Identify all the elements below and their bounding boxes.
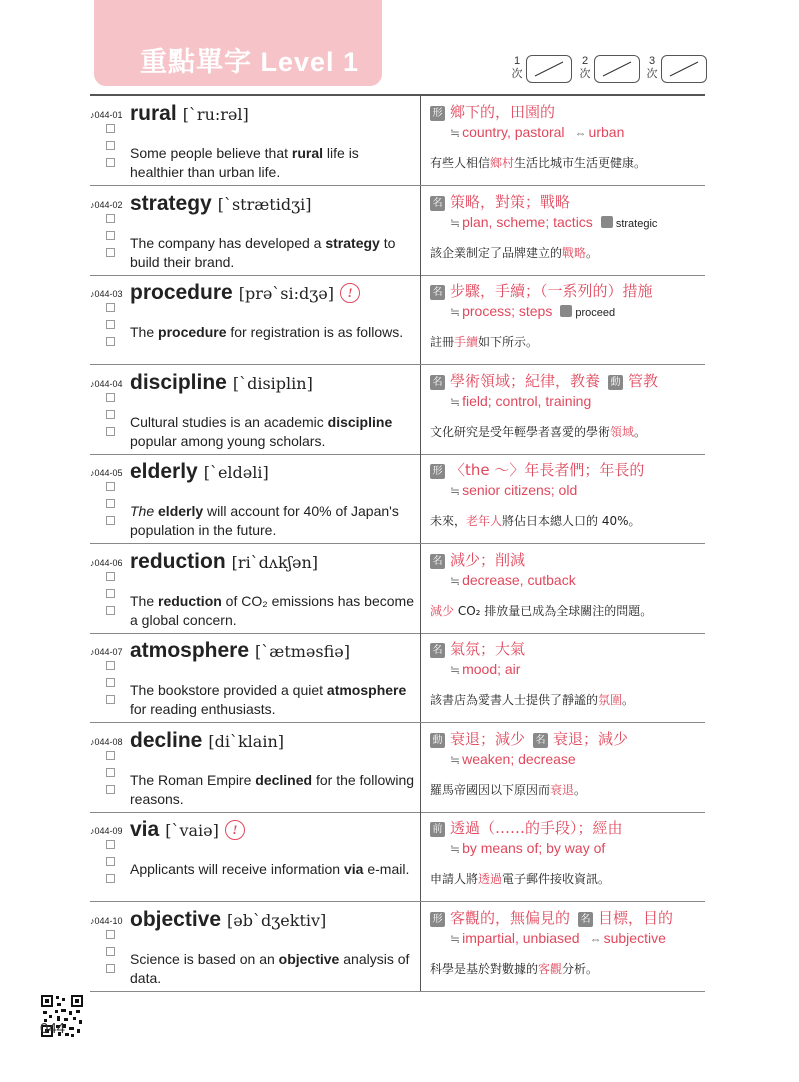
column-divider [420,275,421,365]
translation-part: 文化研究是受年輕學者喜愛的學術 [430,424,611,439]
translation-highlight: 透過 [478,872,503,886]
headword-line [130,639,350,663]
synonyms: process; steps [462,303,553,319]
column-divider [420,902,421,992]
checkbox[interactable] [106,393,115,402]
checkbox[interactable] [106,214,115,223]
example-keyword: strategy [325,234,380,251]
checkbox[interactable] [106,606,115,615]
checkbox[interactable] [106,874,115,883]
phonetic: [ˋru:rəl] [182,105,249,124]
review-count-label: 1 次 [511,55,523,80]
example-part: e-mail. [363,861,410,877]
definition-line [430,729,705,749]
antonym-icon: ⇔ [589,931,602,946]
vocab-entry-row [90,96,705,186]
phonetic: [ˋeldəli] [203,463,269,482]
vocab-entry-row [90,544,705,634]
translation-part: 有些人相信 [430,156,491,170]
audio-track-label[interactable]: ♪044-05 [90,468,123,478]
derivative [560,307,615,319]
column-divider [420,633,421,723]
audio-track-label[interactable]: ♪044-07 [90,647,123,657]
checkbox[interactable] [106,427,115,436]
vocab-entry-row [90,365,705,455]
translation-part: 將佔日本總人口的 40%。 [502,514,641,528]
headword: elderly [130,460,198,483]
example-sentence [130,771,415,809]
checkbox[interactable] [106,857,115,866]
example-sentence [130,502,415,540]
example-sentence [130,323,415,342]
headword-line [130,818,245,842]
part-of-speech-badge: 前 [430,822,445,837]
example-sentence [130,950,415,988]
review-checkbox[interactable] [661,55,707,83]
checkbox[interactable] [106,124,115,133]
example-sentence [130,234,415,272]
translation-part: 未來， [430,514,467,528]
page-title: 重點單字 Level 1 [140,47,360,77]
definition: 減少；削減 [450,550,526,569]
checkbox[interactable] [106,303,115,312]
example-keyword: declined [255,771,313,788]
translation-part: 電子郵件接收資訊。 [502,872,611,886]
synonyms: field; control, training [462,392,592,409]
translation-highlight: 鄉村 [490,156,515,170]
checkbox[interactable] [106,158,115,167]
definition: 步驟，手續；（一系列的）措施 [450,282,653,300]
review-box-3[interactable] [645,55,707,85]
approx-icon: ≒ [450,752,461,767]
part-of-speech-badge: 名 [430,375,445,390]
example-part: Applicants will receive information [130,861,344,877]
derivative [601,218,658,230]
translation [430,244,598,261]
translation-part: 該企業制定了品牌建立的 [430,245,563,260]
example-sentence [130,681,415,719]
translation-highlight: 客觀 [538,961,563,976]
part-of-speech-badge: 名 [430,643,445,658]
definition: 鄉下的，田園的 [450,103,556,121]
translation-part: 。 [634,424,647,439]
translation-highlight: 衰退 [550,782,575,797]
part-of-speech-badge: 形 [430,464,445,479]
headword: via [130,818,160,841]
definitions [430,192,705,232]
synonyms: decrease, cutback [462,571,576,588]
definition: 氣氛；大氣 [450,640,526,658]
audio-track-label[interactable]: ♪044-04 [90,378,123,389]
review-box-2[interactable] [578,55,640,85]
checkbox[interactable] [106,947,115,956]
headword: procedure [130,281,233,304]
example-part: The company has developed a [130,234,326,251]
definitions [430,818,705,858]
translation [430,691,634,708]
vocab-entry-row [90,902,705,992]
check-boxes [106,661,115,712]
definition-line [430,639,705,659]
headword-line [130,281,360,305]
part-of-speech-badge: 名 [430,285,445,300]
checkbox[interactable] [106,840,115,849]
translation-part: 註冊 [430,335,455,349]
column-divider [420,812,421,902]
translation-highlight: 領域 [610,424,635,439]
definitions [430,371,705,411]
check-boxes [106,393,115,444]
checkbox[interactable] [106,572,115,581]
translation [430,423,646,440]
column-divider [420,96,421,186]
definitions [430,729,705,769]
checkbox[interactable] [106,499,115,508]
part-of-speech-badge: 名 [533,733,548,748]
example-part: Some people believe that [130,145,292,161]
synonym-line [450,928,705,948]
checkbox[interactable] [106,661,115,670]
check-boxes [106,482,115,533]
part-of-speech-badge: 動 [430,733,445,748]
phonetic: [ˋdisiplin] [232,373,313,393]
review-count-label: 3 次 [646,55,658,80]
checkbox[interactable] [106,695,115,704]
definition: 策略，對策；戰略 [450,192,571,211]
headword: rural [130,102,177,125]
translation [430,781,586,798]
part-of-speech-badge: 形 [430,912,445,927]
audio-track-label[interactable]: ♪044-09 [90,826,123,836]
checkbox[interactable] [106,589,115,598]
synonym-line [450,838,705,858]
definitions [430,102,705,142]
column-divider [420,186,421,276]
example-part: Science is based on an [130,950,279,967]
phonetic: [ˋætməsfiə] [255,642,350,661]
headword-line [130,460,269,484]
audio-track-label[interactable]: ♪044-02 [90,199,123,210]
example-part: of CO₂ emissions has become a global concern. [130,592,414,628]
example-keyword: elderly [158,503,204,519]
row-divider [90,991,705,992]
approx-icon: ≒ [450,573,461,588]
definition-line [430,102,705,122]
translation-part: CO₂ 排放量已成為全球關注的問題。 [454,603,653,618]
check-boxes [106,572,115,623]
synonym-line [450,749,705,769]
column-divider [420,544,421,634]
page-number: 044 [40,1020,66,1037]
checkbox[interactable] [106,930,115,939]
example-sentence [130,144,415,182]
synonyms: impartial, unbiased [462,929,580,946]
example-sentence [130,413,415,451]
example-keyword: via [343,861,364,877]
checkbox[interactable] [106,337,115,346]
translation-part: 。 [622,693,635,707]
translation [430,960,598,977]
audio-track-label[interactable]: ♪044-10 [90,915,123,926]
definition-line [430,550,705,570]
definition-line [430,818,705,838]
definition: 管教 [628,371,659,390]
vocab-entry-row [90,186,705,276]
part-of-speech-badge: 形 [430,106,445,121]
approx-icon: ≒ [450,663,461,677]
checkbox[interactable] [106,231,115,240]
definition: 〈the ～〉年長者們；年長的 [450,461,645,479]
antonym: urban [588,124,625,140]
definitions [430,639,705,679]
synonym-line [450,480,705,500]
headword: objective [130,907,222,931]
example-keyword: procedure [158,324,227,340]
part-of-speech-badge: 名 [430,554,445,569]
translation-part: 。 [586,245,599,260]
translation-part: 分析。 [562,961,599,976]
example-part: will account for 40% of Japan's population in the future. [130,503,399,538]
headword-line [130,729,284,753]
headword: strategy [130,191,212,215]
approx-icon: ≒ [450,842,461,856]
derivative-word: strategic [615,217,658,230]
definition: 學術領域；紀律，教養 [450,371,601,390]
definition-line [430,192,705,212]
example-part: Cultural studies is an academic [130,413,328,430]
approx-icon: ≒ [450,126,461,140]
translation-part: 如下所示。 [478,335,539,349]
vocab-entry-row [90,633,705,723]
synonym-line [450,659,705,679]
translation-part: 申請人將 [430,872,479,886]
derivative-badge [560,305,572,317]
synonym-line [450,212,705,232]
check-boxes [106,840,115,891]
part-of-speech-badge: 動 [608,375,623,390]
example-keyword: discipline [327,413,393,430]
phonetic: [ˋstrætidʒi] [217,194,312,214]
translation-part: 科學是基於對數據的 [430,961,539,976]
checkbox[interactable] [106,410,115,419]
definitions [430,281,705,321]
review-checkbox[interactable] [594,55,640,83]
column-divider [420,365,421,455]
synonyms: country, pastoral [462,124,565,140]
translation-part: 生活比城市生活更健康。 [514,156,647,170]
synonym-line [450,301,705,321]
check-boxes [106,214,115,265]
vocab-entry-row [90,812,705,902]
check-boxes [106,930,115,981]
column-divider [420,723,421,813]
headword-line [130,371,313,395]
definition-line [430,281,705,301]
example-part: to build their brand. [130,234,396,270]
translation [430,512,641,529]
audio-track-label[interactable]: ♪044-08 [90,736,123,747]
check-boxes [106,303,115,354]
synonyms: senior citizens; old [462,482,578,498]
definition-line [430,371,705,391]
example-part: for reading enthusiasts. [130,701,276,717]
phonetic: [riˋdʌkʃən] [231,552,319,572]
example-part: The bookstore provided a quiet [130,682,327,698]
translation [430,333,538,350]
example-keyword: atmosphere [326,682,407,698]
phonetic: [prəˋsi:dʒə] [238,284,335,303]
phonetic: [ˋvaiə] [165,821,219,840]
headword: atmosphere [130,639,250,662]
check-boxes [106,751,115,802]
derivative-badge [601,216,613,228]
definition-line [430,460,705,480]
definition: 衰退；減少 [450,729,526,748]
definition: 目標，目的 [598,908,674,927]
antonym: subjective [603,929,666,946]
translation-part: 。 [574,782,587,797]
example-part: life is healthier than urban life. [130,145,359,180]
headword: decline [130,728,203,752]
vocab-entry-row [90,454,705,544]
headword-line [130,102,249,126]
translation [430,870,610,887]
example-part: The [130,592,159,609]
headword-line [130,550,318,574]
definition: 透過（……的手段）；經由 [450,819,623,837]
example-part: analysis of data. [130,950,410,986]
translation-highlight: 氛圍 [598,693,623,707]
translation-highlight: 戰略 [562,245,587,260]
checkbox[interactable] [106,785,115,794]
part-of-speech-badge: 名 [430,196,445,211]
example-part: The [130,324,159,340]
synonyms: mood; air [462,661,521,677]
approx-icon: ≒ [450,305,461,319]
definition: 衰退；減少 [553,729,629,748]
example-keyword: rural [291,145,324,161]
example-keyword: objective [278,950,340,967]
example-part: popular among young scholars. [130,432,326,449]
review-checkbox[interactable] [526,55,572,83]
definitions [430,908,705,948]
checkbox[interactable] [106,678,115,687]
example-sentence [130,860,415,879]
approx-icon: ≒ [450,931,461,946]
check-boxes [106,124,115,175]
synonym-line [450,122,705,142]
synonym-line [450,391,705,411]
headword-line [130,908,326,932]
column-divider [420,454,421,544]
translation [430,154,646,171]
translation-part: 羅馬帝國因以下原因而 [430,782,551,797]
example-keyword: reduction [158,592,222,609]
headword-line [130,192,311,216]
example-part: for the following reasons. [130,771,415,807]
definition: 客觀的，無偏見的 [450,908,571,927]
definitions [430,550,705,590]
example-part: The Roman Empire [130,771,256,788]
checkbox[interactable] [106,516,115,525]
checkbox[interactable] [106,751,115,760]
checkbox[interactable] [106,248,115,257]
headword: discipline [130,370,227,394]
example-part: The [130,503,155,519]
translation-highlight: 減少 [430,603,455,618]
derivative-word: proceed [575,307,616,319]
approx-icon: ≒ [450,394,461,409]
definitions [430,460,705,500]
translation-part: 該書店為愛書人士提供了靜謐的 [430,693,599,707]
pronunciation-alert-icon: ! [225,820,245,840]
translation-highlight: 老年人 [466,514,503,528]
synonyms: by means of; by way of [462,840,606,856]
checkbox[interactable] [106,141,115,150]
audio-track-label[interactable]: ♪044-06 [90,557,123,568]
approx-icon: ≒ [450,484,461,498]
checkbox[interactable] [106,964,115,973]
translation-highlight: 手續 [454,335,479,349]
synonym-line [450,570,705,590]
checkbox[interactable] [106,768,115,777]
pronunciation-alert-icon: ! [340,283,360,303]
checkbox[interactable] [106,482,115,491]
review-count-label: 2 次 [579,55,591,80]
example-part: for registration is as follows. [226,324,404,340]
part-of-speech-badge: 名 [578,912,593,927]
translation [430,602,652,619]
approx-icon: ≒ [450,215,461,230]
audio-track-label[interactable]: ♪044-03 [90,289,123,299]
synonyms: plan, scheme; tactics [462,213,593,230]
vocab-entry-row [90,275,705,365]
phonetic: [əbˋdʒektiv] [227,910,327,930]
checkbox[interactable] [106,320,115,329]
example-sentence [130,592,415,630]
review-box-1[interactable] [510,55,572,85]
antonym-icon: ⇔ [574,126,587,140]
vocab-entry-row [90,723,705,813]
headword: reduction [130,549,226,573]
definition-line [430,908,705,928]
phonetic: [diˋklain] [208,731,284,751]
synonyms: weaken; decrease [462,750,576,767]
audio-track-label[interactable]: ♪044-01 [90,110,123,120]
